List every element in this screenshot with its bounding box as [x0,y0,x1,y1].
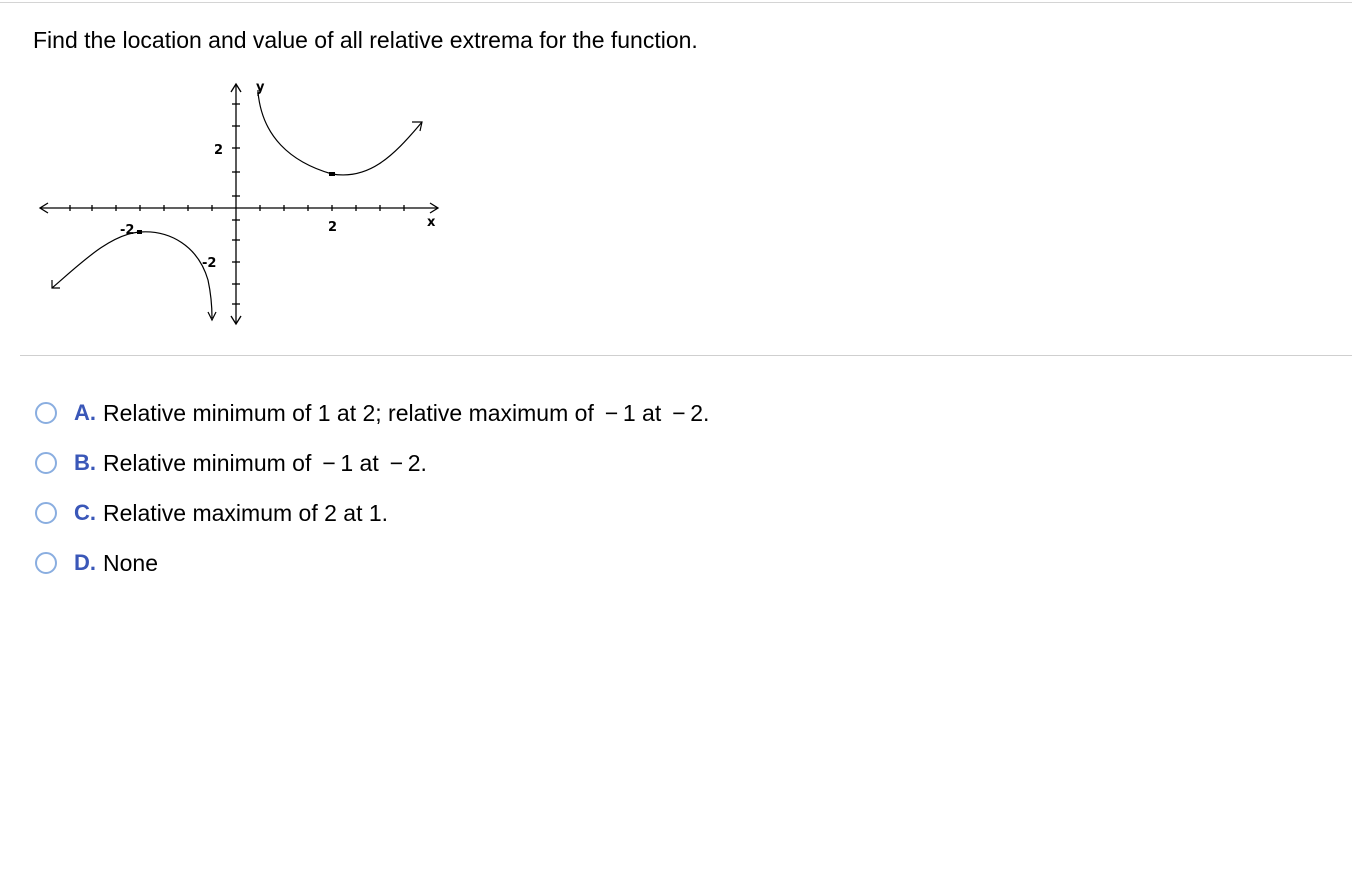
choice-a-text: Relative minimum of 1 at 2; relative maximum of − 1 at − 2. [103,399,710,426]
choice-c-text: Relative maximum of 2 at 1. [103,499,389,526]
curve-right-branch [258,90,422,175]
section-divider [20,355,1352,356]
choice-a[interactable] [35,388,709,438]
local-min-marker [329,172,335,176]
choice-d-radio[interactable] [35,552,57,574]
choice-d[interactable] [35,538,709,588]
function-graph [30,74,450,336]
y-axis-label: y [256,80,265,95]
choice-c[interactable] [35,488,709,538]
choice-b-text: Relative minimum of − 1 at − 2. [103,449,427,476]
choice-d-letter: D. [74,550,96,575]
tick-label-y-pos: 2 [214,143,224,158]
choice-a-radio[interactable] [35,402,57,424]
question-text: Find the location and value of all relative extrema for the function. [33,27,698,53]
answer-choices [35,388,709,588]
tick-label-x-pos: 2 [328,220,338,235]
choice-c-letter: C. [74,500,96,525]
y-axis [231,84,241,324]
x-axis [40,203,438,213]
choice-b-radio[interactable] [35,452,57,474]
choice-b[interactable] [35,438,709,488]
choice-b-letter: B. [74,450,96,475]
top-divider [0,2,1352,3]
x-axis-label: x [427,215,436,230]
tick-label-x-neg: -2 [120,223,135,238]
choice-a-letter: A. [74,400,96,425]
curve-left-branch [52,232,216,320]
choice-d-text: None [103,549,158,576]
graph-svg [30,74,450,336]
local-max-marker [137,230,142,234]
choice-c-radio[interactable] [35,502,57,524]
tick-label-y-neg: -2 [202,256,217,271]
